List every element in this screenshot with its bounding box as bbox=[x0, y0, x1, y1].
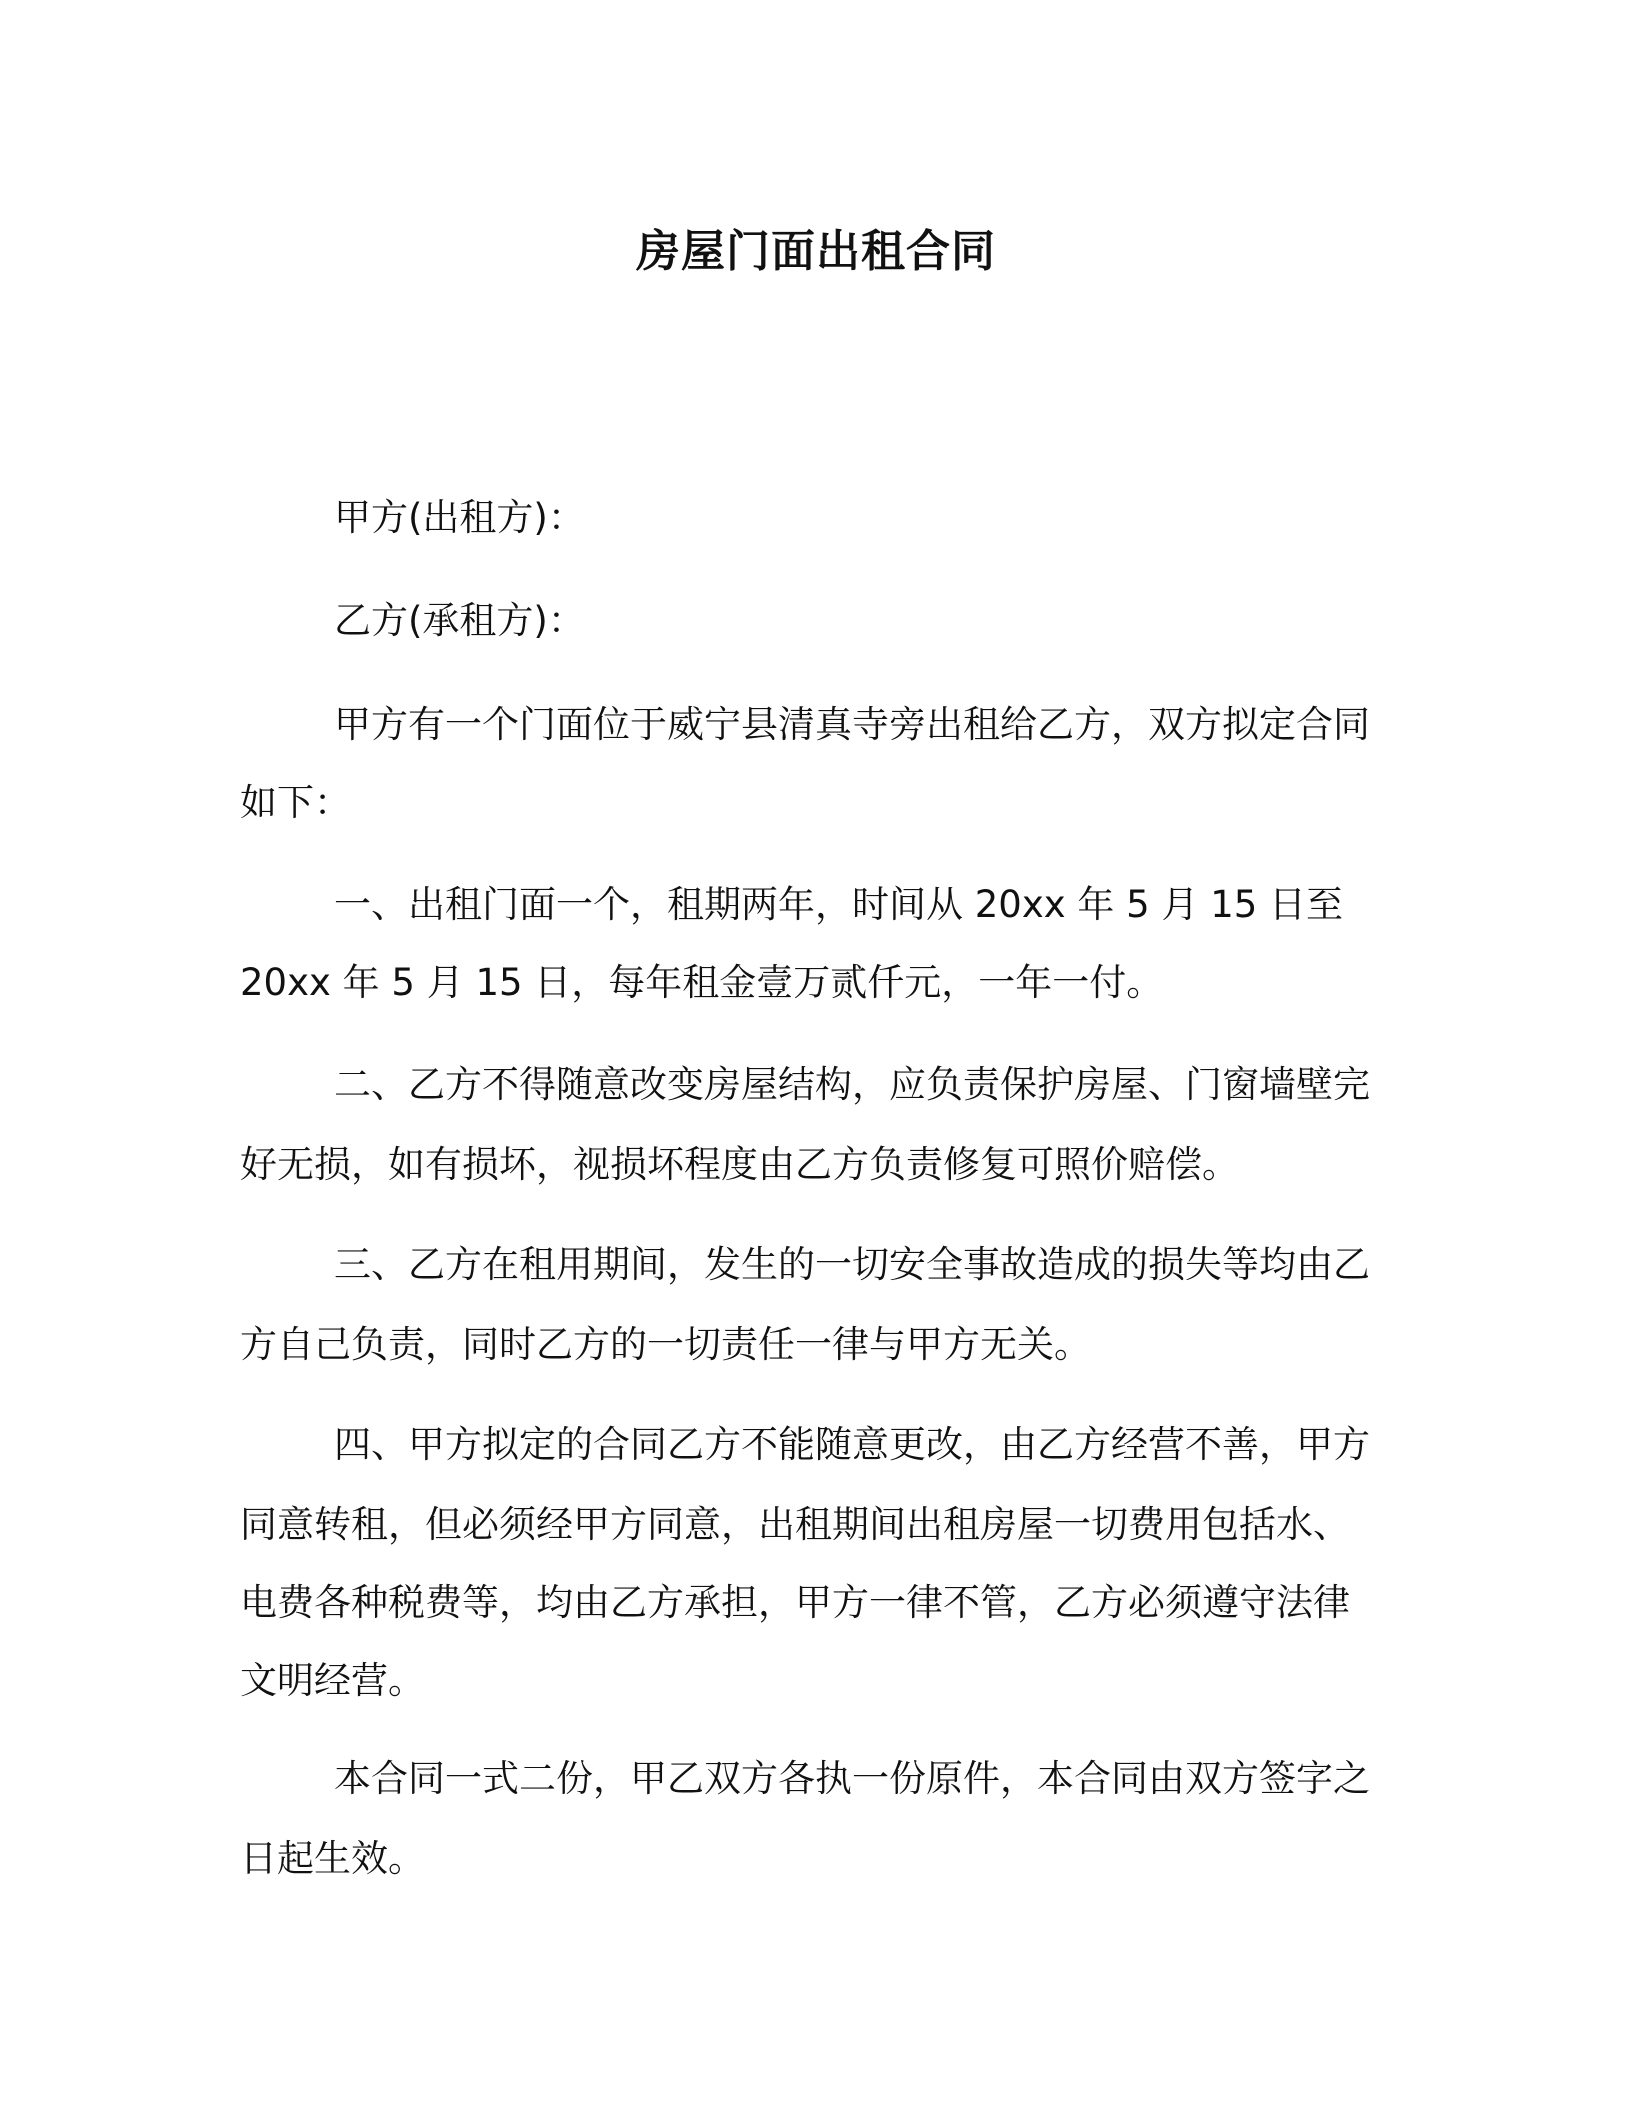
clause-3-line-1: 三、乙方在租用期间，发生的一切安全事故造成的损失等均由乙 bbox=[334, 1243, 1370, 1286]
clause-4-line-3: 电费各种税费等，均由乙方承担，甲方一律不管，乙方必须遵守法律 bbox=[240, 1581, 1350, 1624]
clause-1-line-2: 20xx 年 5 月 15 日，每年租金壹万贰仟元，一年一付。 bbox=[240, 961, 1164, 1004]
clause-4-line-1: 四、甲方拟定的合同乙方不能随意更改，由乙方经营不善，甲方 bbox=[334, 1423, 1370, 1466]
document-title: 房屋门面出租合同 bbox=[636, 226, 996, 277]
closing-line-1: 本合同一式二份，甲乙双方各执一份原件，本合同由双方签字之 bbox=[334, 1757, 1370, 1800]
clause-4-line-2: 同意转租，但必须经甲方同意，出租期间出租房屋一切费用包括水、 bbox=[240, 1503, 1350, 1546]
clause-4-line-4: 文明经营。 bbox=[240, 1659, 425, 1702]
closing-line-2: 日起生效。 bbox=[240, 1837, 425, 1880]
intro-line-2: 如下： bbox=[240, 781, 351, 824]
intro-line-1: 甲方有一个门面位于威宁县清真寺旁出租给乙方，双方拟定合同 bbox=[334, 703, 1370, 746]
clause-3-line-2: 方自己负责，同时乙方的一切责任一律与甲方无关。 bbox=[240, 1323, 1091, 1366]
party-a-line: 甲方(出租方)： bbox=[334, 496, 585, 539]
clause-1-line-1: 一、出租门面一个，租期两年，时间从 20xx 年 5 月 15 日至 bbox=[334, 883, 1344, 926]
party-b-line: 乙方(承租方)： bbox=[334, 599, 585, 642]
clause-2-line-2: 好无损，如有损坏，视损坏程度由乙方负责修复可照价赔偿。 bbox=[240, 1143, 1239, 1186]
clause-2-line-1: 二、乙方不得随意改变房屋结构，应负责保护房屋、门窗墙壁完 bbox=[334, 1063, 1370, 1106]
